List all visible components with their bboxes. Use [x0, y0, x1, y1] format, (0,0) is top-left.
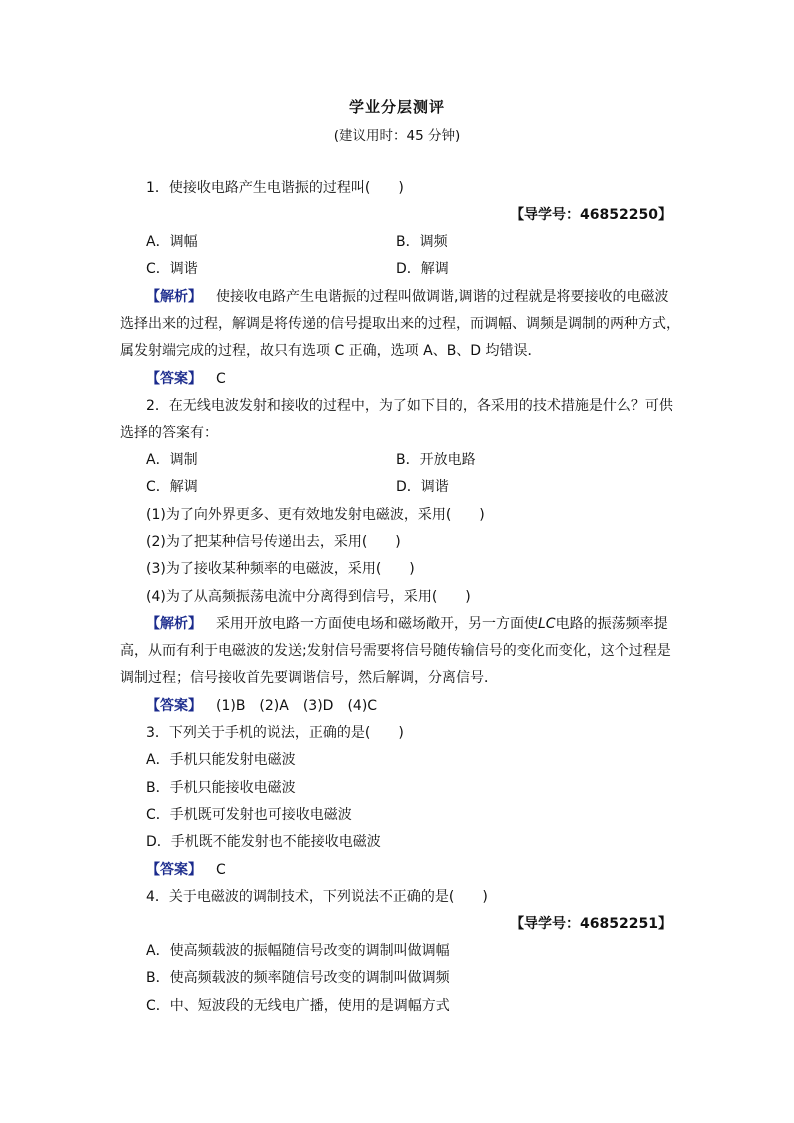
q2-answer — [146, 696, 702, 716]
q1-answer-value: C — [216, 371, 226, 387]
page-title: 学业分层测评 — [348, 98, 445, 116]
q2-answer-value: (1)B (2)A (3)D (4)C — [216, 698, 378, 714]
q2-option-a: A．调制 — [146, 452, 198, 468]
q2-answer-tag: 【答案】 — [146, 698, 202, 714]
q4-option-a: A．使高频载波的振幅随信号改变的调制叫做调幅 — [146, 943, 450, 959]
q1-analysis-tag: 【解析】 — [146, 289, 202, 305]
q2-sub1: (1)为了向外界更多、更有效地发射电磁波，采用( ) — [146, 507, 485, 523]
q2-sub2: (2)为了把某种信号传递出去，采用( ) — [146, 534, 401, 550]
q1-stem: 1．使接收电路产生电谐振的过程叫( ) — [146, 180, 404, 196]
q2-sub4: (4)为了从高频振荡电流中分离得到信号，采用( ) — [146, 589, 471, 605]
q3-answer — [146, 860, 702, 880]
q3-option-d: D．手机既不能发射也不能接收电磁波 — [146, 834, 381, 850]
q4-guide-number: 【导学号：46852251】 — [510, 916, 672, 932]
q2-analysis-text1a: 采用开放电路一方面使电场和磁场敞开，另一方面使 — [216, 616, 538, 632]
q2-option-d: D．调谐 — [396, 479, 449, 495]
q2-option-c: C．解调 — [146, 479, 198, 495]
q3-option-a: A．手机只能发射电磁波 — [146, 752, 296, 768]
q1-answer-tag: 【答案】 — [146, 371, 202, 387]
q4-option-b: B．使高频载波的频率随信号改变的调制叫做调频 — [146, 970, 450, 986]
q3-option-c: C．手机既可发射也可接收电磁波 — [146, 807, 352, 823]
q1-analysis-text1: 使接收电路产生电谐振的过程叫做调谐,调谐的过程就是将要接收的电磁波 — [216, 289, 669, 305]
q2-analysis-lc: LC — [538, 616, 556, 632]
q1-option-b: B．调频 — [396, 234, 448, 250]
q1-option-a: A．调幅 — [146, 234, 198, 250]
q2-stem-line1: 2．在无线电波发射和接收的过程中，为了如下目的，各采用的技术措施是什么？可供 — [146, 398, 673, 414]
q2-analysis-line1 — [146, 614, 702, 634]
q3-answer-tag: 【答案】 — [146, 862, 202, 878]
q2-analysis-line2: 高，从而有利于电磁波的发送;发射信号需要将信号随传输信号的变化而变化，这个过程是 — [120, 643, 671, 659]
q2-stem-line2: 选择的答案有： — [120, 425, 218, 441]
q3-option-b: B．手机只能接收电磁波 — [146, 780, 296, 796]
q1-option-d: D．解调 — [396, 261, 449, 277]
q4-stem: 4．关于电磁波的调制技术，下列说法不正确的是( ) — [146, 889, 488, 905]
q2-analysis-tag: 【解析】 — [146, 616, 202, 632]
q4-option-c: C．中、短波段的无线电广播，使用的是调幅方式 — [146, 998, 450, 1014]
q2-analysis-text1b: 电路的振荡频率提 — [555, 616, 668, 632]
q3-answer-value: C — [216, 862, 226, 878]
q1-analysis-line3: 属发射端完成的过程，故只有选项 C 正确，选项 A、B、D 均错误． — [120, 343, 542, 359]
q2-analysis-line3: 调制过程；信号接收首先要调谐信号，然后解调，分离信号． — [120, 670, 498, 686]
q1-option-c: C．调谐 — [146, 261, 198, 277]
q2-sub3: (3)为了接收某种频率的电磁波，采用( ) — [146, 561, 415, 577]
q1-guide-number: 【导学号：46852250】 — [510, 207, 672, 223]
q1-answer — [146, 369, 702, 389]
q1-analysis-line1 — [146, 287, 702, 307]
q2-option-b: B．开放电路 — [396, 452, 476, 468]
page-subtitle: (建议用时：45 分钟) — [333, 128, 461, 144]
q1-analysis-line2: 选择出来的过程，解调是将传递的信号提取出来的过程，而调幅、调频是调制的两种方式， — [120, 316, 680, 332]
q3-stem: 3．下列关于手机的说法，正确的是( ) — [146, 725, 404, 741]
